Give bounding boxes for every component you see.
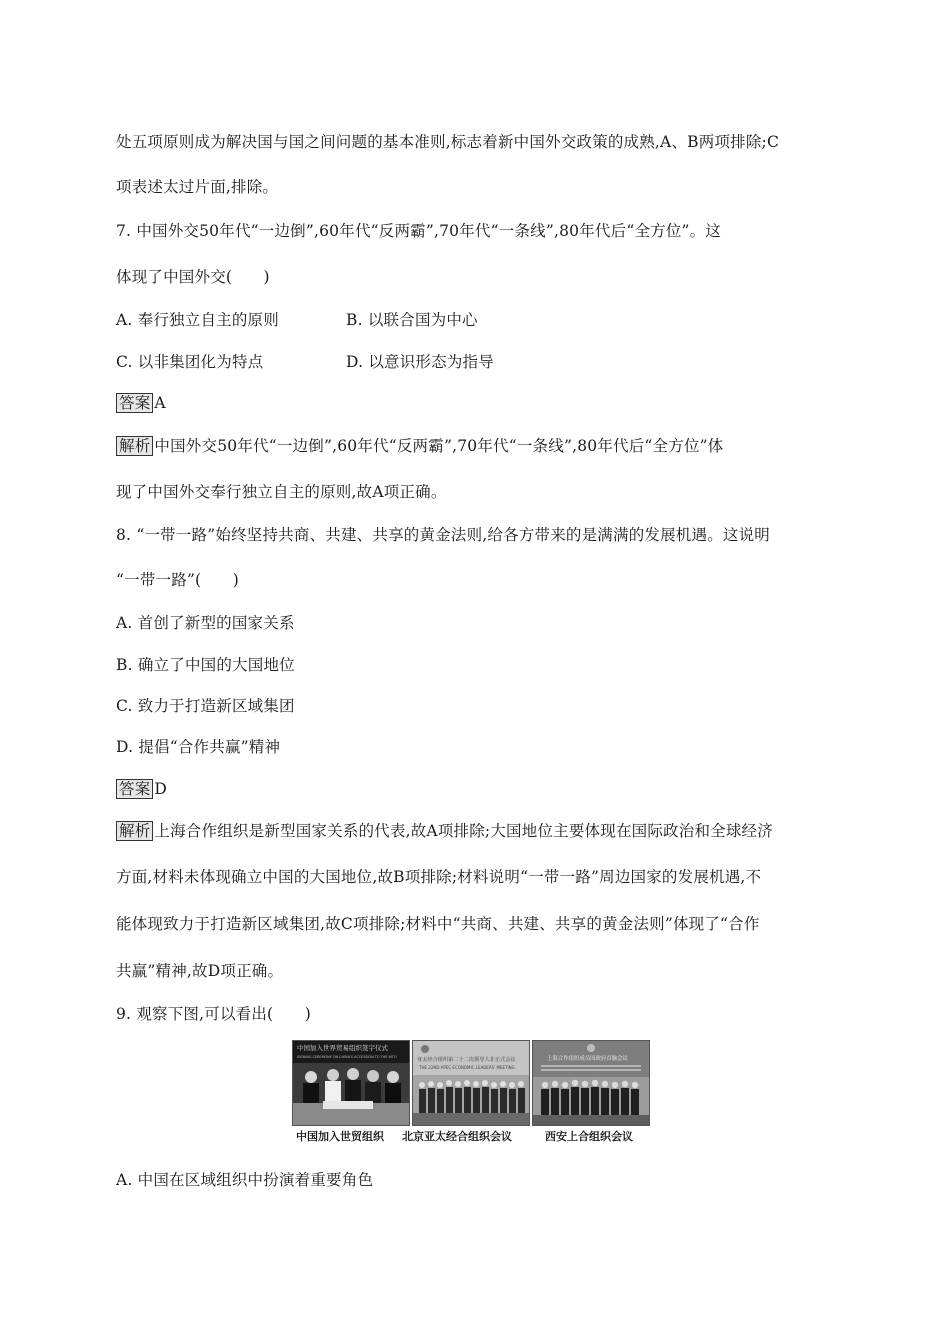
photo-apec-beijing [412,1040,530,1126]
caption-wto: 中国加入世贸组织 [296,1130,384,1143]
option-c: C. 以非集团化为特点 [116,353,264,371]
question-8-analysis: 共赢”精神,故D项正确。 [116,962,284,980]
photo-title: 亚太经合组织第二十二次领导人非正式会议 [417,1057,516,1063]
option-c: C. 致力于打造新区域集团 [116,697,295,715]
question-7-stem: 体现了中国外交( ) [116,268,270,286]
question-9-figure [292,1040,648,1150]
photo-apec-image [413,1041,529,1125]
photo-title: 中国加入世界贸易组织签字仪式 [297,1044,388,1052]
answer-value: D [154,780,168,798]
text-line: 项表述太过片面,排除。 [116,178,279,196]
question-7-options-row [116,352,576,372]
answer-label: 答案 [116,393,153,413]
option-a: A. 奉行独立自主的原则 [116,311,279,329]
caption-apec: 北京亚太经合组织会议 [402,1130,512,1143]
photo-wto-image [293,1041,409,1125]
photo-subtitle: THE 22ND APEC ECONOMIC LEADERS' MEETING [419,1065,515,1070]
analysis-text: 上海合作组织是新型国家关系的代表,故A项排除;大国地位主要体现在国际政治和全球经济 [154,822,773,840]
option-b: B. 以联合国为中心 [346,311,478,329]
question-7-stem: 7. 中国外交50年代“一边倒”,60年代“反两霸”,70年代“一条线”,80年代后“全方位”。这 [116,222,722,240]
question-8-analysis [116,821,773,841]
answer-label: 答案 [116,779,153,799]
option-d: D. 以意识形态为指导 [346,353,494,371]
text-line: 处五项原则成为解决国与国之间问题的基本准则,标志着新中国外交政策的成熟,A、B两项排除;C [116,133,780,151]
option-a: A. 首创了新型的国家关系 [116,614,295,632]
question-8-analysis: 能体现致力于打造新区域集团,故C项排除;材料中“共商、共建、共享的黄金法则”体现了“合作 [116,915,760,933]
question-7-analysis: 现了中国外交奉行独立自主的原则,故A项正确。 [116,483,447,501]
question-7-analysis [116,436,723,456]
question-7-options-row [116,310,576,330]
question-8-answer [116,779,167,799]
question-8-analysis: 方面,材料未体现确立中国的大国地位,故B项排除;材料说明“一带一路”周边国家的发展机遇,不 [116,868,762,886]
caption-sco: 西安上合组织会议 [545,1130,633,1143]
question-8-stem: “一带一路”( ) [116,571,239,589]
question-7-answer [116,393,166,413]
photo-subtitle: SIGNING CEREMONY ON CHINA'S ACCESSION TO THE WTO [297,1055,397,1059]
option-a: A. 中国在区域组织中扮演着重要角色 [116,1171,374,1189]
option-b: B. 确立了中国的大国地位 [116,656,295,674]
question-9-stem: 9. 观察下图,可以看出( ) [116,1005,311,1023]
analysis-label: 解析 [116,436,153,456]
question-8-stem: 8. “一带一路”始终坚持共商、共建、共享的黄金法则,给各方带来的是满满的发展机遇。这说明 [116,526,770,544]
option-d: D. 提倡“合作共赢”精神 [116,738,281,756]
photo-title: 上海合作组织成员国政府首脑会议 [547,1056,628,1062]
photo-wto-signing [292,1040,410,1126]
analysis-text: 中国外交50年代“一边倒”,60年代“反两霸”,70年代“一条线”,80年代后“全方位”体 [154,437,724,455]
answer-value: A [154,394,166,412]
analysis-label: 解析 [116,821,153,841]
photo-sco-xian [532,1040,650,1126]
photo-sco-image [533,1041,649,1125]
